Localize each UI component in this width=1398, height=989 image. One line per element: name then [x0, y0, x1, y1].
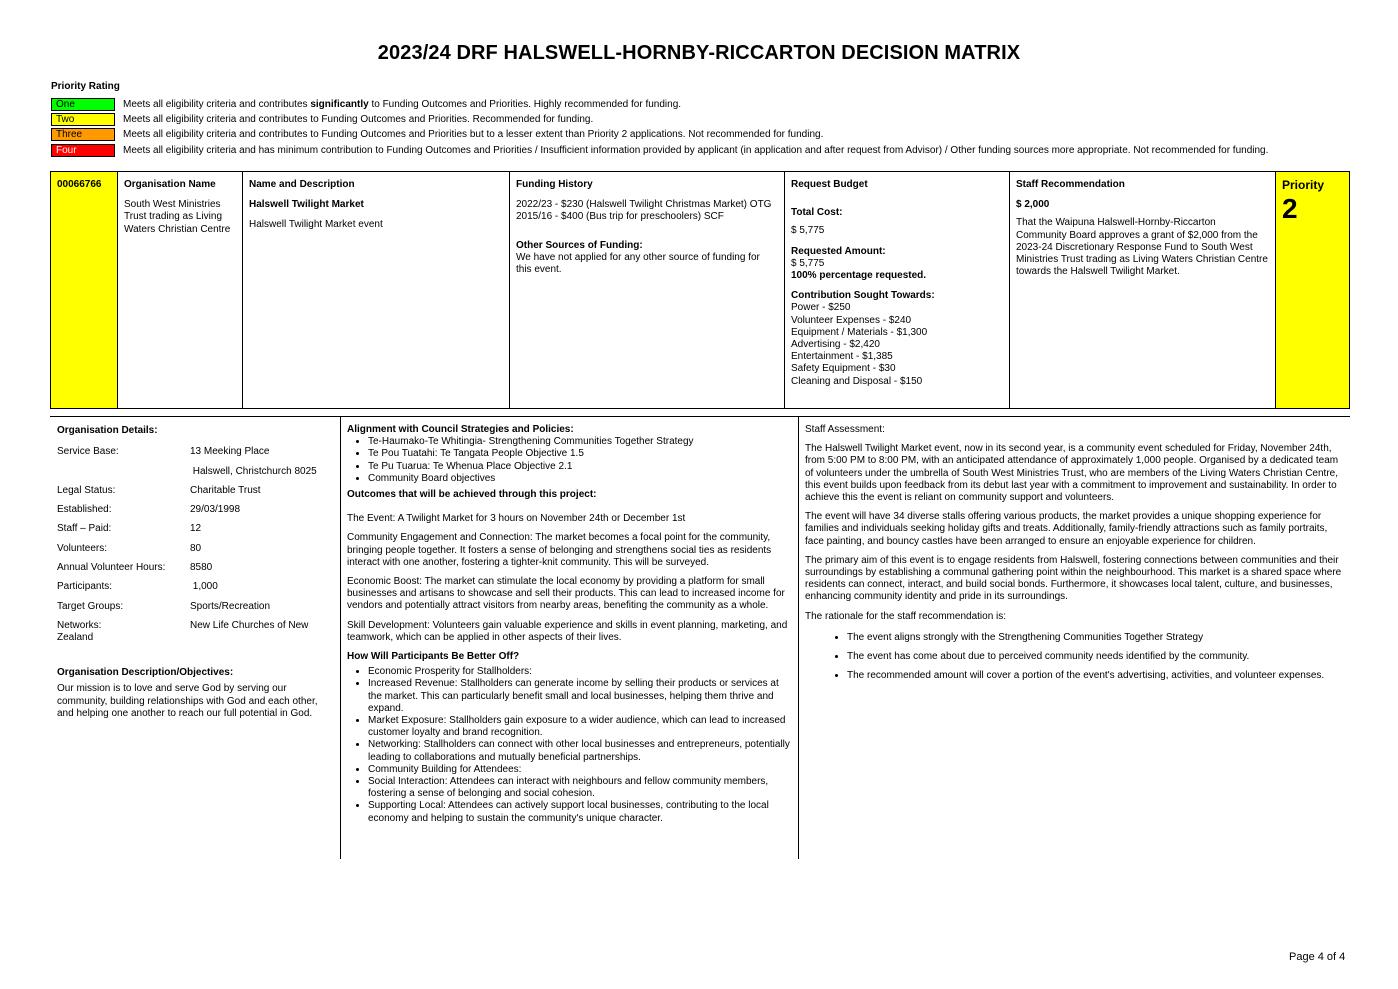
detail-value: 13 Meeking Place	[190, 446, 270, 458]
rationale-list	[805, 632, 1342, 683]
legend-row-one	[51, 97, 1268, 112]
list-item: • The recommended amount will cover a portion of the event's advertising, activities, and volunteer expenses.	[847, 670, 1342, 682]
priority-three-swatch: Three	[51, 128, 115, 141]
recommended-amount: $ 2,000	[1016, 199, 1050, 211]
detail-value: 8580	[190, 561, 213, 573]
detail-value: 80	[190, 542, 202, 554]
requested-amount-value: $ 5,775	[791, 257, 825, 269]
list-item: • Te Pou Tuatahi: Te Tangata People Objective 1.5	[368, 448, 792, 460]
page-number: Page 4 of 4	[1289, 951, 1346, 963]
detail-label: Established:	[57, 504, 112, 516]
priority-three-text: Meets all eligibility criteria and contributes to Funding Outcomes and Priorities but to a lesser extent than Priority 2 applications. Not recommended for funding.	[123, 129, 824, 141]
other-sources-heading: Other Sources of Funding:	[516, 239, 643, 251]
priority-two-swatch: Two	[51, 113, 115, 126]
detail-label: Volunteers:	[57, 542, 108, 554]
detail-label: Staff – Paid:	[57, 523, 112, 535]
legend-row-three	[51, 127, 1268, 142]
funding-history-heading: Funding History	[516, 179, 593, 190]
staff-assessment-heading: Staff Assessment:	[805, 424, 885, 435]
list-item: • Networking: Stallholders can connect with other local businesses and entrepreneurs, potentially leading to collaborations and mutually beneficial partnerships.	[368, 739, 792, 763]
organisation-description-text: Our mission is to love and serve God by serving our community, building relationships with God and each other, and helping one another to reach our full potential in God.	[57, 683, 318, 719]
alignment-heading: Alignment with Council Strategies and Policies:	[347, 424, 574, 435]
rationale-intro: The rationale for the staff recommendation is:	[805, 610, 1007, 622]
assessment-paragraph: The event will have 34 diverse stalls offering various products, the market provides a unique shopping experience for families and individuals seeking holiday gifts and treats. Additionally, family-friendly attractions such as family portraits, face painting, and bouncy castles have been arranged to ensure an enjoyable experience for children.	[805, 511, 1328, 547]
assessment-paragraph: The Halswell Twilight Market event, now in its second year, is a community event scheduled for Friday, November 24th, from 5:00 PM to 8:00 PM, with an anticipated attendance of approximately 1,000 people. Organised by a dedicated team of volunteers under the umbrella of South West Ministries Trust, who are members of the Living Waters Christian Centre, this event builds upon feedback from its debut last year with a commitment to improvement and sustainability. In order to achieve this the event is reliant on community support and volunteers.	[805, 443, 1339, 504]
funding-history-line-2: 2015/16 - $400 (Bus trip for preschoolers) SCF	[516, 211, 724, 223]
priority-value: 2	[1282, 193, 1298, 225]
decision-matrix-row	[50, 171, 1350, 409]
contribution-item: Advertising - $2,420	[791, 339, 880, 351]
alignment-column	[341, 417, 799, 859]
other-sources-text: We have not applied for any other source of funding for this event.	[516, 251, 760, 276]
detail-row	[57, 504, 334, 523]
priority-heading: Priority	[1282, 178, 1325, 192]
detail-value: 29/03/1998	[190, 504, 241, 516]
priority-legend	[51, 97, 1268, 158]
list-item: • The event aligns strongly with the Strengthening Communities Together Strategy	[847, 632, 1342, 644]
detail-label: Annual Volunteer Hours:	[57, 561, 166, 573]
staff-assessment-column	[799, 417, 1350, 859]
organisation-details-column	[50, 417, 341, 859]
funding-history-cell	[510, 172, 785, 408]
detail-label: Target Groups:	[57, 600, 124, 612]
contribution-item: Equipment / Materials - $1,300	[791, 326, 928, 338]
list-item: • Community Board objectives	[368, 473, 792, 485]
legend-row-four	[51, 143, 1268, 158]
outcome-paragraph: Economic Boost: The market can stimulate the local economy by providing a platform for small businesses and artisans to showcase and sell their products. This can lead to increased income for vendors and potentially attract visitors from nearby areas, benefiting the community as a whole.	[347, 576, 785, 612]
contribution-item: Entertainment - $1,385	[791, 351, 893, 363]
assessment-paragraph: The primary aim of this event is to engage residents from Halswell, fostering connections between communities and their surroundings by establishing a communal gathering point within the neighbourhood. This market is a shared space where residents can connect, interact, and build social bonds. Furthermore, it showcases local talent, culture, and businesses, enhancing community identity and pride in its surroundings.	[805, 554, 1342, 603]
priority-rating-heading: Priority Rating	[51, 81, 120, 92]
organisation-name-heading: Organisation Name	[124, 179, 216, 190]
detail-label: Participants:	[57, 581, 113, 593]
total-cost-value: $ 5,775	[791, 225, 825, 237]
priority-one-swatch: One	[51, 98, 115, 111]
list-item: • Economic Prosperity for Stallholders:	[368, 666, 792, 678]
list-item: • Te-Haumako-Te Whitingia- Strengthening Communities Together Strategy	[368, 436, 792, 448]
list-item: • Community Building for Attendees:	[368, 764, 792, 776]
list-item: • Social Interaction: Attendees can interact with neighbours and fellow community members, fostering a sense of belonging and social cohesion.	[368, 776, 792, 800]
organisation-name-value: South West Ministries Trust trading as Living Waters Christian Centre	[124, 199, 231, 235]
priority-two-text: Meets all eligibility criteria and contributes to Funding Outcomes and Priorities. Recommended for funding.	[123, 114, 594, 126]
detail-value: 12	[190, 523, 202, 535]
application-id: 00066766	[51, 172, 118, 408]
detail-row	[57, 466, 334, 485]
detail-label: Service Base:	[57, 446, 119, 458]
project-description: Halswell Twilight Market event	[249, 219, 383, 231]
networks-label: Networks:	[57, 619, 102, 631]
detail-row	[57, 601, 334, 620]
detail-row	[57, 446, 334, 465]
list-item: • Increased Revenue: Stallholders can generate income by selling their products or services at the market. This can particularly benefit small and local businesses, helping them thrive and expand.	[368, 678, 792, 715]
staff-recommendation-heading: Staff Recommendation	[1016, 179, 1125, 190]
organisation-name-cell	[118, 172, 243, 408]
detail-row-networks	[57, 620, 334, 632]
contribution-label: Contribution Sought Towards:	[791, 290, 935, 302]
detail-value: 1,000	[190, 581, 218, 593]
detail-label	[57, 466, 190, 485]
funding-history-line-1: 2022/23 - $230 (Halswell Twilight Christmas Market) OTG	[516, 199, 772, 211]
networks-value-continued: Zealand	[57, 632, 94, 644]
contribution-item: Volunteer Expenses - $240	[791, 314, 912, 326]
project-title: Halswell Twilight Market	[249, 199, 364, 211]
organisation-details-heading: Organisation Details:	[57, 425, 158, 436]
page-title: 2023/24 DRF HALSWELL-HORNBY-RICCARTON DECISION MATRIX	[377, 42, 1021, 64]
priority-one-text: Meets all eligibility criteria and contributes significantly to Funding Outcomes and Priorities. Highly recommended for funding.	[123, 99, 682, 111]
outcome-paragraph: Skill Development: Volunteers gain valuable experience and skills in event planning, marketing, and teamwork, which can be applied in other aspects of their lives.	[347, 619, 788, 643]
detail-row	[57, 562, 334, 581]
benefits-heading: How Will Participants Be Better Off?	[347, 651, 520, 663]
alignment-list	[347, 436, 792, 485]
contribution-item: Power - $250	[791, 302, 851, 314]
requested-amount-label: Requested Amount:	[791, 245, 886, 257]
legend-row-two	[51, 112, 1268, 127]
request-budget-heading: Request Budget	[791, 179, 868, 190]
name-description-cell	[243, 172, 510, 408]
list-item: • Te Pu Tuarua: Te Whenua Place Objective 2.1	[368, 461, 792, 473]
outcome-paragraph: Community Engagement and Connection: The market becomes a focal point for the community, bringing people together. It fosters a sense of belonging and strengthens social ties as residents interact with one another, fostering a tighter-knit community. This will be surveyed.	[347, 532, 772, 568]
detail-value: Halswell, Christchurch 8025	[190, 465, 317, 477]
list-item: • The event has come about due to perceived community needs identified by the community.	[847, 651, 1342, 663]
name-description-heading: Name and Description	[249, 179, 355, 190]
priority-cell	[1276, 172, 1349, 408]
organisation-description-heading: Organisation Description/Objectives:	[57, 667, 234, 679]
list-item: • Market Exposure: Stallholders gain exposure to a wider audience, which can lead to increased customer loyalty and brand recognition.	[368, 715, 792, 739]
percentage-requested: 100% percentage requested.	[791, 270, 927, 282]
networks-value: New Life Churches of New	[190, 619, 309, 631]
staff-recommendation-text: That the Waipuna Halswell-Hornby-Riccarton Community Board approves a grant of $2,000 from the 2023-24 Discretionary Response Fund to South West Ministries Trust trading as Living Waters Christian Centre towards the Halswell Twilight Market.	[1016, 217, 1268, 278]
detail-row	[57, 485, 334, 504]
contribution-item: Safety Equipment - $30	[791, 363, 896, 375]
priority-four-text: Meets all eligibility criteria and has minimum contribution to Funding Outcomes and Priorities / Insufficient information provided by applicant (in application and after request from Advisor) / Other funding sources more appropriate. Not recommended for funding.	[123, 144, 1269, 156]
detail-row	[57, 581, 334, 600]
details-section	[50, 416, 1350, 859]
outcome-paragraph: The Event: A Twilight Market for 3 hours on November 24th or December 1st	[347, 513, 686, 525]
priority-four-swatch: Four	[51, 144, 115, 157]
detail-row	[57, 543, 334, 562]
total-cost-label: Total Cost:	[791, 207, 843, 219]
contribution-item: Cleaning and Disposal - $150	[791, 375, 923, 387]
detail-label: Legal Status:	[57, 484, 116, 496]
list-item: • Supporting Local: Attendees can actively support local businesses, contributing to the local economy and helping to sustain the community's unique character.	[368, 800, 792, 824]
benefits-list	[347, 666, 792, 825]
request-budget-cell	[785, 172, 1010, 408]
outcomes-heading: Outcomes that will be achieved through this project:	[347, 489, 597, 501]
detail-row	[57, 523, 334, 542]
staff-recommendation-cell	[1010, 172, 1276, 408]
detail-value: Charitable Trust	[190, 484, 261, 496]
detail-value: Sports/Recreation	[190, 600, 271, 612]
